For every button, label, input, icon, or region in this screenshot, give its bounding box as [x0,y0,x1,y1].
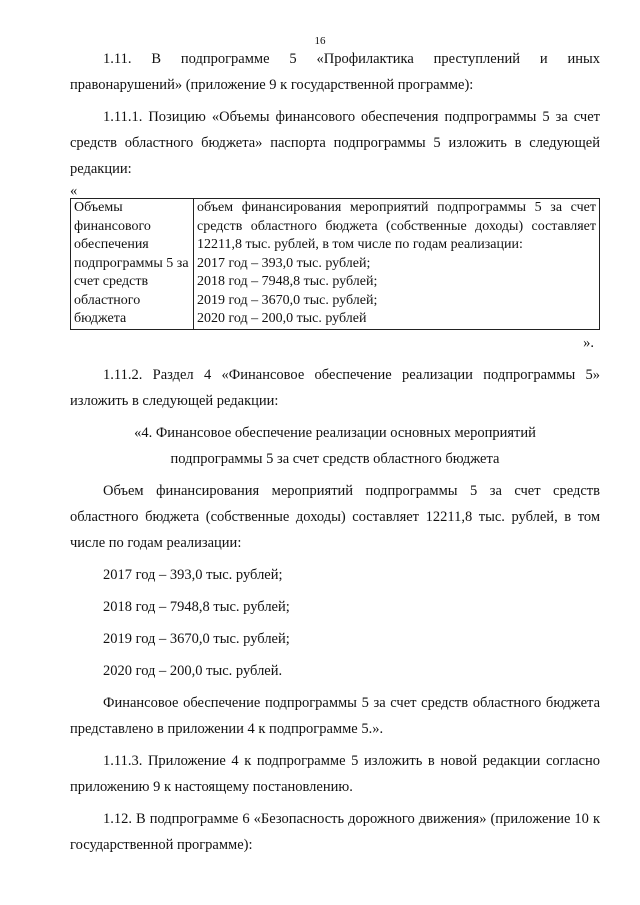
section-closing: Финансовое обеспечение подпрограммы 5 за счет средств областного бюджета представлено в приложении 4 к подпрограмме 5.». [70,694,600,737]
quote-close-mark: ». [583,334,594,351]
passport-table [70,198,600,330]
paragraph-1-11-3: 1.11.3. Приложение 4 к подпрограмме 5 изложить в новой редакции согласно приложению 9 к настоящему постановлению. [70,752,600,795]
passport-value-cell [194,199,600,330]
paragraph-1-12: 1.12. В подпрограмме 6 «Безопасность дорожного движения» (приложение 10 к государственной программе): [70,810,600,853]
quote-open-mark: « [70,183,78,199]
passport-year-2018: 2018 год – 7948,8 тыс. рублей; [197,274,378,289]
passport-label-cell: Объемы финансового обеспечения подпрограммы 5 за счет средств областного бюджета [71,199,194,330]
section-text: Объем финансирования мероприятий подпрограммы 5 за счет средств областного бюджета (собственные доходы) составляет 12211,8 тыс. рублей, в том числе по годам реализации: [70,482,600,551]
section-year-2018: 2018 год – 7948,8 тыс. рублей; [103,598,290,615]
page-number: 16 [314,35,326,47]
section-year-2020: 2020 год – 200,0 тыс. рублей. [103,662,283,679]
section-year-2017: 2017 год – 393,0 тыс. рублей; [103,566,283,583]
document-body [70,46,600,858]
section-heading-line-1: «4. Финансовое обеспечение реализации основных мероприятий [134,424,536,441]
passport-year-2020: 2020 год – 200,0 тыс. рублей [197,311,367,326]
section-year-2019: 2019 год – 3670,0 тыс. рублей; [103,630,290,647]
passport-year-2019: 2019 год – 3670,0 тыс. рублей; [197,292,378,308]
table-row [71,199,600,330]
paragraph-1-11: 1.11. В подпрограмме 5 «Профилактика преступлений и иных правонарушений» (приложение 9 к государственной программе): [70,51,600,93]
paragraph-1-11-1: 1.11.1. Позицию «Объемы финансового обеспечения подпрограммы 5 за счет средств областного бюджета» паспорта подпрограммы 5 изложить в следующей редакции: [70,109,600,177]
passport-value-intro: объем финансирования мероприятий подпрограммы 5 за счет средств областного бюджета (собственные доходы) составляет 12211,8 тыс. рублей, в том числе по годам реализации: [197,200,596,252]
passport-year-2017: 2017 год – 393,0 тыс. рублей; [197,255,371,271]
section-heading-line-2: подпрограммы 5 за счет средств областного бюджета [170,450,500,467]
paragraph-1-11-2: 1.11.2. Раздел 4 «Финансовое обеспечение реализации подпрограммы 5» изложить в следующей редакции: [70,366,600,409]
